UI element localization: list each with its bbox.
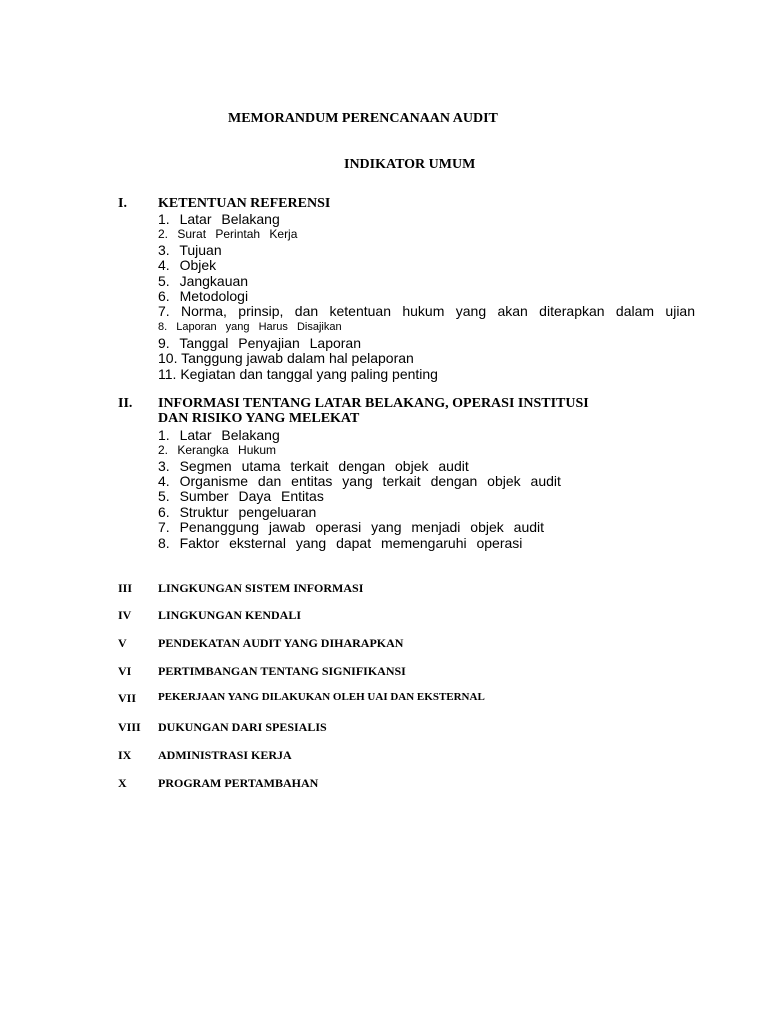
section-heading: PERTIMBANGAN TENTANG SIGNIFIKANSI xyxy=(158,664,406,678)
list-item: 11. Kegiatan dan tanggal yang paling penting xyxy=(158,366,438,382)
section-number: II. xyxy=(118,396,133,411)
section-heading: PENDEKATAN AUDIT YANG DIHARAPKAN xyxy=(158,636,404,650)
list-item: 4. Organisme dan entitas yang terkait dengan objek audit xyxy=(158,473,561,489)
list-item: 6. Metodologi xyxy=(158,288,249,304)
section-heading: INFORMASI TENTANG LATAR BELAKANG, OPERASI INSTITUSI xyxy=(158,396,589,411)
section-number: VIII xyxy=(118,720,141,734)
section-heading: KETENTUAN REFERENSI xyxy=(158,196,331,211)
list-item: 10. Tanggung jawab dalam hal pelaporan xyxy=(158,350,414,366)
section-heading: DAN RISIKO YANG MELEKAT xyxy=(158,411,360,426)
list-item: 6. Struktur pengeluaran xyxy=(158,504,317,520)
section-number: X xyxy=(118,776,127,790)
section-heading: ADMINISTRASI KERJA xyxy=(158,748,292,762)
list-item: 8. Laporan yang Harus Disajikan xyxy=(158,321,342,333)
list-item: 2. Kerangka Hukum xyxy=(158,443,277,457)
list-item: 7. Norma, prinsip, dan ketentuan hukum yang akan diterapkan dalam ujian xyxy=(158,303,695,319)
section-heading: DUKUNGAN DARI SPESIALIS xyxy=(158,720,327,734)
section-heading: PEKERJAAN YANG DILAKUKAN OLEH UAI DAN EKSTERNAL xyxy=(158,691,485,703)
section-number: IV xyxy=(118,608,132,622)
section-heading: PROGRAM PERTAMBAHAN xyxy=(158,776,319,790)
list-item: 1. Latar Belakang xyxy=(158,211,280,227)
list-item: 5. Sumber Daya Entitas xyxy=(158,488,324,504)
section-number: IX xyxy=(118,748,132,762)
section-heading: LINGKUNGAN SISTEM INFORMASI xyxy=(158,581,364,595)
list-item: 7. Penanggung jawab operasi yang menjadi objek audit xyxy=(158,519,545,535)
section-number: VII xyxy=(118,691,137,705)
list-item: 9. Tanggal Penyajian Laporan xyxy=(158,335,362,351)
section-number: I. xyxy=(118,196,127,211)
list-item: 3. Tujuan xyxy=(158,242,222,258)
list-item: 4. Objek xyxy=(158,257,217,273)
document-title: MEMORANDUM PERENCANAAN AUDIT xyxy=(228,111,498,126)
list-item: 8. Faktor eksternal yang dapat memengaruhi operasi xyxy=(158,535,523,551)
section-heading: LINGKUNGAN KENDALI xyxy=(158,608,302,622)
list-item: 2. Surat Perintah Kerja xyxy=(158,227,298,241)
list-item: 1. Latar Belakang xyxy=(158,427,280,443)
section-number: VI xyxy=(118,664,132,678)
list-item: 3. Segmen utama terkait dengan objek audit xyxy=(158,458,469,474)
list-item: 5. Jangkauan xyxy=(158,273,249,289)
section-number: V xyxy=(118,636,127,650)
document-subtitle: INDIKATOR UMUM xyxy=(344,157,476,172)
section-number: III xyxy=(118,581,133,595)
